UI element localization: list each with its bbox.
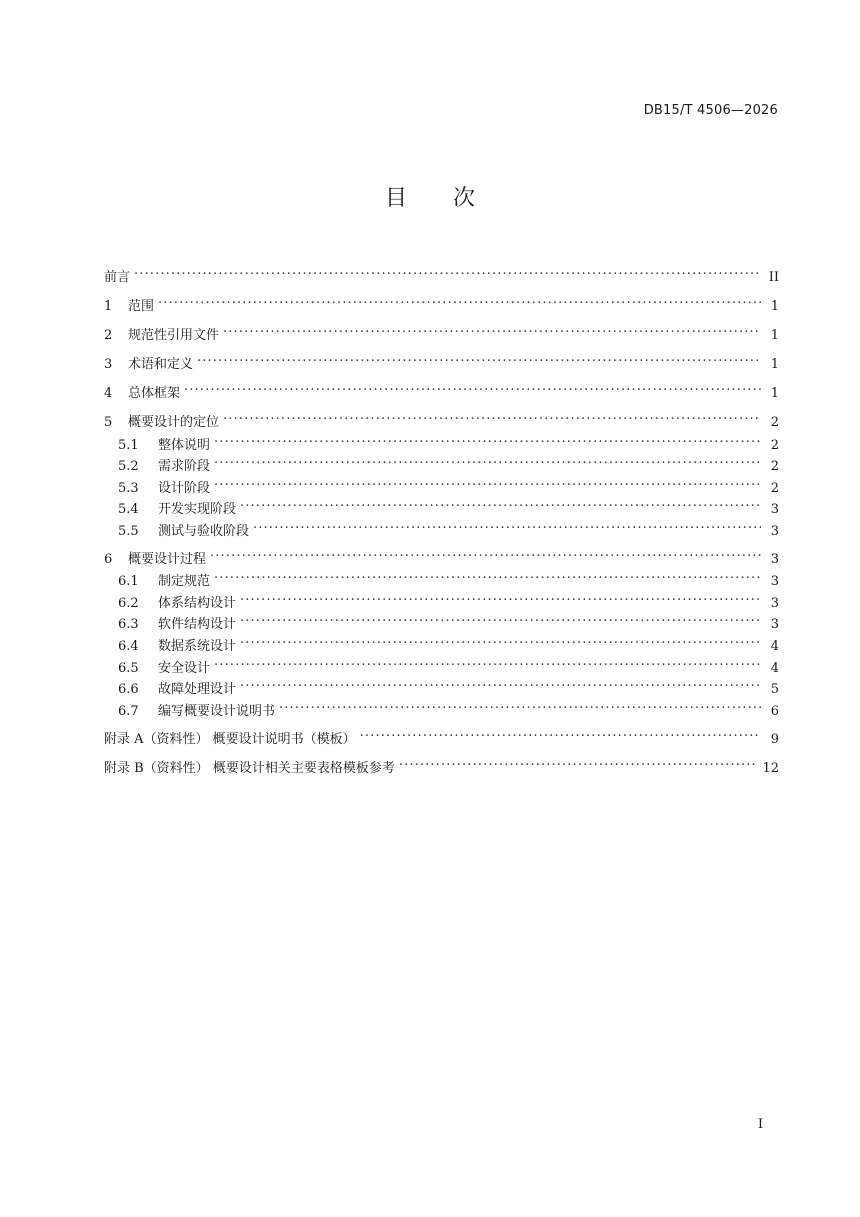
toc-entry-1[interactable] (104, 290, 779, 314)
toc-entry-number: 3 (104, 357, 113, 372)
toc-entry-page: 2 (770, 459, 779, 474)
toc-entry-5-5[interactable] (118, 515, 779, 539)
toc-entry-page: 4 (770, 639, 779, 654)
toc-leader-dots (240, 630, 761, 650)
toc-entry-label: 术语和定义 (128, 357, 194, 372)
toc-entry-6-6[interactable] (118, 673, 779, 697)
toc-entry-page: 2 (770, 481, 779, 496)
toc-entry-label: 开发实现阶段 (158, 502, 237, 517)
toc-entry-page: 3 (770, 596, 779, 611)
toc-entry-label: 编写概要设计说明书 (158, 704, 276, 719)
toc-entry-label: 范围 (128, 299, 155, 314)
toc-entry-page: 3 (770, 524, 779, 539)
toc-leader-dots (134, 261, 761, 281)
toc-entry-label: 需求阶段 (158, 459, 211, 474)
toc-entry-page: 12 (762, 761, 779, 776)
toc-leader-dots (223, 319, 761, 339)
toc-entry-5[interactable] (104, 406, 779, 430)
toc-leader-dots (214, 565, 761, 585)
toc-entry-label: 概要设计过程 (128, 552, 207, 567)
toc-entry-6-2[interactable] (118, 587, 779, 611)
toc-title (0, 181, 860, 212)
toc-entry-label: 制定规范 (158, 574, 211, 589)
toc-entry-number: 2 (104, 328, 113, 343)
toc-entry-page: 4 (770, 661, 779, 676)
toc-entry-3[interactable] (104, 348, 779, 372)
toc-entry-page: 2 (770, 415, 779, 430)
toc-entry-number: 6.4 (118, 639, 139, 654)
toc-entry-number: 6.7 (118, 704, 139, 719)
toc-entry-number: 5.1 (118, 438, 139, 453)
toc-entry-label: 总体框架 (128, 386, 181, 401)
toc-entry-page: 1 (770, 328, 779, 343)
toc-entry-4[interactable] (104, 377, 779, 401)
toc-entry-number: 6 (104, 552, 113, 567)
toc-title-char-2: 次 (453, 186, 476, 211)
toc-entry-6[interactable] (104, 543, 779, 567)
toc-entry-label: 概要设计的定位 (128, 415, 220, 430)
toc-entry-5-1[interactable] (118, 429, 779, 453)
toc-entry-page: 2 (770, 438, 779, 453)
toc-entry-number: 5 (104, 415, 113, 430)
toc-entry-page: 3 (770, 617, 779, 632)
toc-leader-dots (214, 472, 761, 492)
toc-entry-label: 整体说明 (158, 438, 211, 453)
toc-entry-6-5[interactable] (118, 652, 779, 676)
toc-entry-number: 6.3 (118, 617, 139, 632)
toc-entry-number: 5.3 (118, 481, 139, 496)
toc-entry-number: 5.4 (118, 502, 139, 517)
toc-entry-number: 5.2 (118, 459, 139, 474)
toc-entry-5-3[interactable] (118, 472, 779, 496)
toc-entry-appendix-a[interactable] (104, 723, 779, 747)
toc-entry-page: 1 (770, 299, 779, 314)
toc-entry-page: 3 (770, 574, 779, 589)
toc-leader-dots (158, 290, 761, 310)
toc-leader-dots (253, 515, 761, 535)
toc-entry-6-1[interactable] (118, 565, 779, 589)
toc-entry-label: 故障处理设计 (158, 682, 237, 697)
toc-entry-number: 1 (104, 299, 113, 314)
toc-entry-page: 3 (770, 502, 779, 517)
toc-entry-page: II (768, 270, 779, 285)
toc-entry-2[interactable] (104, 319, 779, 343)
toc-entry-number: 4 (104, 386, 113, 401)
toc-entry-page: 3 (770, 552, 779, 567)
toc-leader-dots (399, 752, 759, 772)
toc-entry-number: 6.5 (118, 661, 139, 676)
toc-entry-page: 1 (770, 357, 779, 372)
toc-entry-appendix-b[interactable] (104, 752, 779, 776)
toc-entry-label: 数据系统设计 (158, 639, 237, 654)
toc-entry-page: 9 (770, 732, 779, 747)
toc-leader-dots (184, 377, 761, 397)
toc-title-char-1: 目 (384, 186, 407, 211)
toc-entry-label: 软件结构设计 (158, 617, 237, 632)
toc-entry-label: 前言 (104, 270, 131, 285)
toc-entry-label: 测试与验收阶段 (158, 524, 250, 539)
toc-leader-dots (214, 652, 761, 672)
toc-entry-6-4[interactable] (118, 630, 779, 654)
toc-leader-dots (279, 695, 761, 715)
toc-entry-foreword[interactable] (104, 261, 779, 285)
toc-entry-page: 1 (770, 386, 779, 401)
document-code: DB15/T 4506—2026 (643, 103, 778, 118)
toc-entry-label: 设计阶段 (158, 481, 211, 496)
toc-entry-label: 规范性引用文件 (128, 328, 220, 343)
toc-entry-label: 附录 A（资料性） 概要设计说明书（模板） (104, 732, 356, 747)
toc-leader-dots (240, 493, 761, 513)
toc-entry-6-3[interactable] (118, 608, 779, 632)
toc-entry-number: 6.2 (118, 596, 139, 611)
toc-leader-dots (240, 673, 761, 693)
toc-leader-dots (240, 587, 761, 607)
page-number: I (757, 1117, 763, 1132)
toc-entry-6-7[interactable] (118, 695, 779, 719)
toc-entry-page: 5 (770, 682, 779, 697)
toc-entry-5-2[interactable] (118, 450, 779, 474)
toc-leader-dots (240, 608, 761, 628)
toc-entry-number: 6.6 (118, 682, 139, 697)
toc-entry-label: 体系结构设计 (158, 596, 237, 611)
toc-leader-dots (210, 543, 761, 563)
toc-entry-number: 5.5 (118, 524, 139, 539)
toc-entry-label: 安全设计 (158, 661, 211, 676)
toc-leader-dots (223, 406, 761, 426)
toc-leader-dots (360, 723, 761, 743)
toc-leader-dots (214, 450, 761, 470)
toc-entry-page: 6 (770, 704, 779, 719)
toc-entry-5-4[interactable] (118, 493, 779, 517)
toc-leader-dots (214, 429, 761, 449)
toc-entry-number: 6.1 (118, 574, 139, 589)
toc-leader-dots (197, 348, 761, 368)
toc-entry-label: 附录 B（资料性） 概要设计相关主要表格模板参考 (104, 761, 395, 776)
